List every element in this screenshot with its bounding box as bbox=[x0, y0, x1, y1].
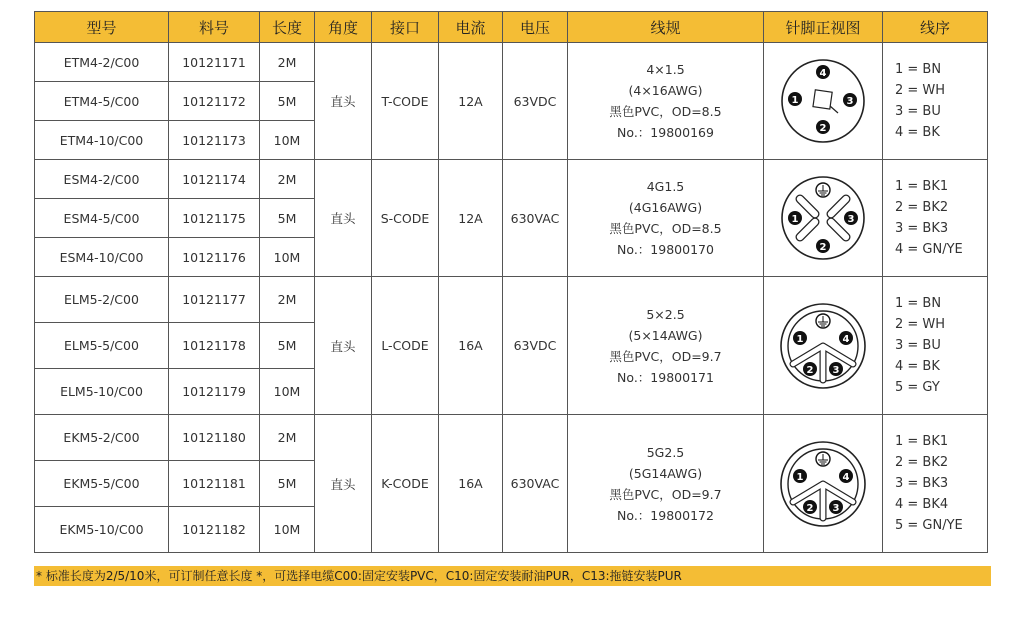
wire-spec-line: 4×1.5 bbox=[646, 62, 685, 77]
voltage-cell: 63VDC bbox=[503, 277, 568, 415]
svg-text:1: 1 bbox=[796, 333, 804, 345]
part-number-cell: 10121173 bbox=[169, 121, 260, 160]
model-cell: ETM4-10/C00 bbox=[35, 121, 169, 160]
sequence-line: 1 = BN bbox=[895, 62, 942, 77]
model-cell: ELM5-2/C00 bbox=[35, 277, 169, 323]
svg-text:4: 4 bbox=[819, 68, 827, 79]
part-number-cell: 10121179 bbox=[169, 369, 260, 415]
svg-text:2: 2 bbox=[819, 242, 827, 253]
svg-text:3: 3 bbox=[846, 96, 854, 107]
current-cell: 16A bbox=[439, 415, 503, 553]
t-code-pin-face-icon bbox=[778, 56, 868, 146]
wire-gauge-cell bbox=[568, 277, 764, 415]
wire-spec-line: 5×2.5 bbox=[646, 306, 685, 322]
wire-spec-line: 黑色PVC，OD=9.7 bbox=[609, 486, 722, 502]
header-voltage: 电压 bbox=[503, 12, 568, 43]
wire-spec-line: (5×14AWG) bbox=[628, 327, 703, 343]
header-pin-view: 针脚正视图 bbox=[764, 12, 883, 43]
angle-cell: 直头 bbox=[315, 415, 372, 553]
svg-text:3: 3 bbox=[832, 364, 840, 376]
current-cell: 12A bbox=[439, 43, 503, 160]
wire-spec-line: No.：19800169 bbox=[617, 125, 714, 140]
voltage-cell: 630VAC bbox=[503, 415, 568, 553]
length-cell: 10M bbox=[260, 121, 315, 160]
model-cell: ESM4-2/C00 bbox=[35, 160, 169, 199]
l-code-pin-face-icon bbox=[777, 300, 869, 392]
header-wire-sequence: 线序 bbox=[883, 12, 988, 43]
angle-cell: 直头 bbox=[315, 43, 372, 160]
voltage-cell: 630VAC bbox=[503, 160, 568, 277]
length-cell: 2M bbox=[260, 277, 315, 323]
svg-text:1: 1 bbox=[791, 214, 799, 225]
svg-text:2: 2 bbox=[806, 364, 814, 376]
part-number-cell: 10121172 bbox=[169, 82, 260, 121]
sequence-line: 5 = GN/YE bbox=[895, 518, 963, 533]
wire-sequence-cell bbox=[883, 160, 988, 277]
length-cell: 10M bbox=[260, 507, 315, 553]
sequence-line: 2 = WH bbox=[895, 317, 946, 332]
svg-text:3: 3 bbox=[847, 214, 855, 225]
length-cell: 2M bbox=[260, 43, 315, 82]
part-number-cell: 10121174 bbox=[169, 160, 260, 199]
wire-spec-line: 5G2.5 bbox=[646, 444, 685, 460]
model-cell: ELM5-5/C00 bbox=[35, 323, 169, 369]
sequence-line: 1 = BN bbox=[895, 296, 942, 311]
part-number-cell: 10121180 bbox=[169, 415, 260, 461]
pin-view-cell bbox=[764, 415, 883, 553]
svg-text:2: 2 bbox=[819, 123, 827, 134]
s-code-pin-face-icon bbox=[778, 173, 868, 263]
sequence-line: 2 = BK2 bbox=[895, 455, 949, 470]
header-interface: 接口 bbox=[372, 12, 439, 43]
model-cell: ELM5-10/C00 bbox=[35, 369, 169, 415]
table-row bbox=[35, 277, 988, 323]
angle-cell: 直头 bbox=[315, 160, 372, 277]
sequence-line: 4 = BK bbox=[895, 359, 940, 374]
wire-spec-line: No.：19800170 bbox=[617, 242, 714, 257]
model-cell: EKM5-10/C00 bbox=[35, 507, 169, 553]
sequence-line: 4 = BK bbox=[895, 125, 940, 140]
header-angle: 角度 bbox=[315, 12, 372, 43]
part-number-cell: 10121182 bbox=[169, 507, 260, 553]
length-cell: 2M bbox=[260, 415, 315, 461]
wire-spec-line: 黑色PVC，OD=9.7 bbox=[609, 348, 722, 364]
wire-gauge-cell bbox=[568, 415, 764, 553]
table-row bbox=[35, 415, 988, 461]
current-cell: 12A bbox=[439, 160, 503, 277]
length-cell: 10M bbox=[260, 238, 315, 277]
sequence-line: 3 = BU bbox=[895, 338, 941, 353]
header-row bbox=[35, 12, 988, 43]
sequence-line: 3 = BU bbox=[895, 104, 941, 119]
sequence-line: 4 = BK4 bbox=[895, 497, 949, 512]
current-cell: 16A bbox=[439, 277, 503, 415]
length-cell: 5M bbox=[260, 461, 315, 507]
interface-cell: S-CODE bbox=[372, 160, 439, 277]
footnote: * 标准长度为2/5/10米，可订制任意长度 *，可选择电缆C00:固定安装PVC，C10:固定安装耐油PUR，C13:拖链安装PUR bbox=[34, 566, 991, 586]
sequence-line: 3 = BK3 bbox=[895, 221, 949, 236]
part-number-cell: 10121177 bbox=[169, 277, 260, 323]
interface-cell: L-CODE bbox=[372, 277, 439, 415]
length-cell: 5M bbox=[260, 199, 315, 238]
model-cell: ETM4-2/C00 bbox=[35, 43, 169, 82]
k-code-pin-face-icon bbox=[777, 438, 869, 530]
wire-spec-line: (4G16AWG) bbox=[628, 200, 703, 215]
interface-cell: T-CODE bbox=[372, 43, 439, 160]
length-cell: 5M bbox=[260, 323, 315, 369]
sequence-line: 3 = BK3 bbox=[895, 476, 949, 491]
interface-cell: K-CODE bbox=[372, 415, 439, 553]
wire-spec-line: 黑色PVC，OD=8.5 bbox=[609, 104, 722, 119]
svg-text:1: 1 bbox=[791, 95, 799, 106]
part-number-cell: 10121178 bbox=[169, 323, 260, 369]
wire-sequence-cell bbox=[883, 277, 988, 415]
svg-text:2: 2 bbox=[806, 502, 814, 514]
model-cell: ESM4-10/C00 bbox=[35, 238, 169, 277]
header-wire-gauge: 线规 bbox=[568, 12, 764, 43]
header-current: 电流 bbox=[439, 12, 503, 43]
svg-text:1: 1 bbox=[796, 471, 804, 483]
svg-text:4: 4 bbox=[842, 471, 850, 483]
table-row bbox=[35, 160, 988, 199]
wire-sequence-cell bbox=[883, 415, 988, 553]
table-row bbox=[35, 43, 988, 82]
pin-view-cell bbox=[764, 43, 883, 160]
spec-table bbox=[34, 11, 988, 553]
sequence-line: 4 = GN/YE bbox=[895, 242, 963, 257]
model-cell: ESM4-5/C00 bbox=[35, 199, 169, 238]
voltage-cell: 63VDC bbox=[503, 43, 568, 160]
sequence-line: 5 = GY bbox=[895, 380, 940, 395]
header-length: 长度 bbox=[260, 12, 315, 43]
part-number-cell: 10121176 bbox=[169, 238, 260, 277]
wire-spec-line: No.：19800171 bbox=[617, 369, 714, 385]
svg-text:3: 3 bbox=[832, 502, 840, 514]
part-number-cell: 10121171 bbox=[169, 43, 260, 82]
sequence-line: 1 = BK1 bbox=[895, 179, 949, 194]
wire-gauge-cell bbox=[568, 43, 764, 160]
model-cell: ETM4-5/C00 bbox=[35, 82, 169, 121]
svg-text:4: 4 bbox=[842, 333, 850, 345]
length-cell: 2M bbox=[260, 160, 315, 199]
pin-view-cell bbox=[764, 160, 883, 277]
length-cell: 5M bbox=[260, 82, 315, 121]
wire-spec-line: 黑色PVC，OD=8.5 bbox=[609, 221, 722, 236]
wire-spec-line: 4G1.5 bbox=[646, 179, 685, 194]
wire-gauge-cell bbox=[568, 160, 764, 277]
wire-spec-line: (5G14AWG) bbox=[628, 465, 703, 481]
part-number-cell: 10121175 bbox=[169, 199, 260, 238]
sequence-line: 1 = BK1 bbox=[895, 434, 949, 449]
header-model: 型号 bbox=[35, 12, 169, 43]
wire-sequence-cell bbox=[883, 43, 988, 160]
model-cell: EKM5-5/C00 bbox=[35, 461, 169, 507]
wire-spec-line: (4×16AWG) bbox=[628, 83, 703, 98]
header-part-number: 料号 bbox=[169, 12, 260, 43]
length-cell: 10M bbox=[260, 369, 315, 415]
wire-spec-line: No.：19800172 bbox=[617, 507, 714, 523]
part-number-cell: 10121181 bbox=[169, 461, 260, 507]
sequence-line: 2 = BK2 bbox=[895, 200, 949, 215]
pin-view-cell bbox=[764, 277, 883, 415]
angle-cell: 直头 bbox=[315, 277, 372, 415]
sequence-line: 2 = WH bbox=[895, 83, 946, 98]
model-cell: EKM5-2/C00 bbox=[35, 415, 169, 461]
